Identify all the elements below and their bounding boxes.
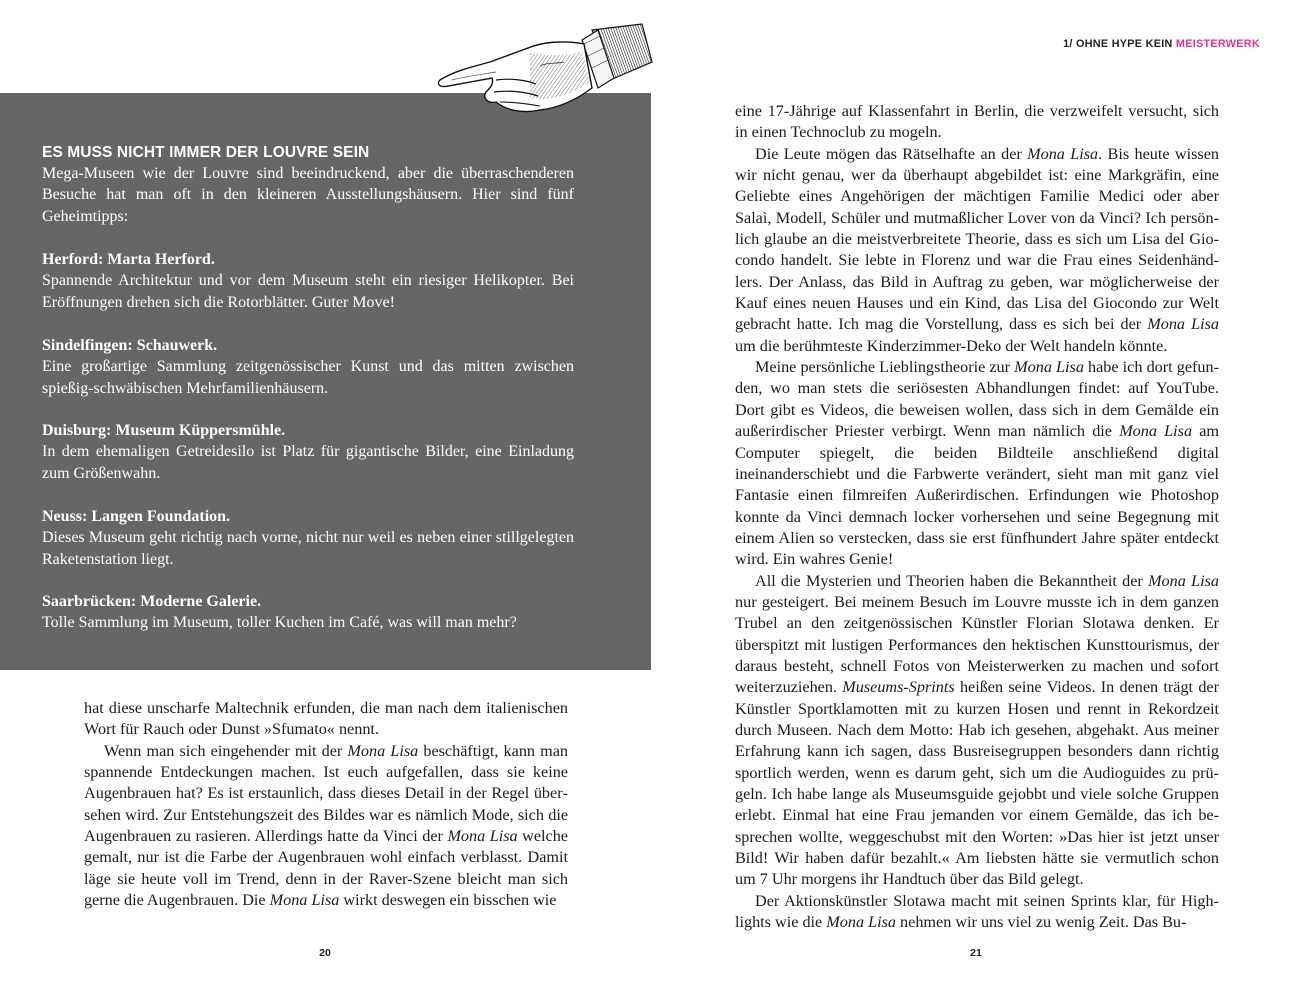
tip-heading: Sindelfingen: Schauwerk. bbox=[42, 337, 218, 354]
tip-box-intro: Mega-Museen wie der Louvre sind beeindruckend, aber die überraschenderen Besuche hat man oft in den kleineren Ausstellungshäusern. Hier sind fünf Geheimtipps: bbox=[42, 165, 574, 225]
paragraph: Wenn man sich eingehender mit der Mona Lisa beschäftigt, kann man spannende Entdeckungen machen. Ist euch aufgefallen, dass sie keine Augenbrauen hat? Es ist erstaunlich, dass dieses Detail in der Regel übersehen wird. Zur Entstehungszeit des Bildes war es nämlich Mode, sich die Augenbrauen zu rasieren. Allerdings hatte da Vinci der Mona Lisa welche gemalt, nur ist die Farbe der Augenbrauen wohl einfach verblasst. Damit läge sie heute voll im Trend, denn in der Raver-Szene bleicht man sich gerne die Augenbrauen. Die Mona Lisa wirkt deswegen ein bisschen wie bbox=[84, 741, 568, 910]
tip-heading: Duisburg: Museum Küppersmühle. bbox=[42, 422, 286, 439]
tip-item bbox=[42, 420, 574, 484]
tip-text: Tolle Sammlung im Museum, toller Kuchen im Café, was will man mehr? bbox=[42, 614, 517, 632]
paragraph: eine 17-Jährige auf Klassenfahrt in Berlin, die verzweifelt versucht, sich in einen Technoclub zu mogeln. bbox=[735, 102, 1219, 142]
paragraph: Meine persönliche Lieblingstheorie zur Mona Lisa habe ich dort gefunden, wo man stets die seriösesten Abhandlungen findet: auf YouTube. Dort gibt es Videos, die beweisen wollen, dass sich in dem Gemälde ein außerirdischer Priester verbirgt. Wenn man nämlich die Mona Lisa am Computer spiegelt, die beiden Bildteile anschließend digital ineinanderschiebt und die Farbwerte verändert, sieht man mit ganz viel Fantasie einen filmreifen Außerirdischen. Erfindungen wie Photoshop konnte da Vinci demnach locker vorhersehen und seine Begegnung mit einem Alien so verstecken, dass sie erst fünfhundert Jahre später entdeckt wird. Ein wahres Genie! bbox=[735, 358, 1220, 569]
tip-heading: Herford: Marta Herford. bbox=[42, 251, 215, 268]
paragraph: Der Aktionskünstler Slotawa macht mit seinen Sprints klar, für Highlights wie die Mona Lisa nehmen wir uns viel zu wenig Zeit. Das Bu- bbox=[735, 891, 1219, 932]
tip-box-title: ES MUSS NICHT IMMER DER LOUVRE SEIN bbox=[42, 144, 370, 161]
page-number: 20 bbox=[319, 947, 331, 959]
tip-item bbox=[42, 591, 574, 634]
tip-heading: Neuss: Langen Foundation. bbox=[42, 508, 231, 525]
right-body-text bbox=[735, 101, 1219, 933]
tip-text: In dem ehemaligen Getreidesilo ist Platz für gigantische Bilder, eine Einladung zum Größenwahn. bbox=[42, 443, 574, 482]
tip-item bbox=[42, 249, 574, 313]
page-number: 21 bbox=[970, 947, 982, 959]
tip-text: Dieses Museum geht richtig nach vorne, nicht nur weil es neben einer stillgelegten Raketenstation liegt. bbox=[42, 529, 574, 568]
paragraph: Die Leute mögen das Rätselhafte an der Mona Lisa. Bis heute wissen wir nicht genau, wer da überhaupt abgebildet ist: eine Markgräfin, eine Geliebte eines Angehörigen der mächtigen Familie Medici oder aber Salaì, Modell, Schüler und mutmaßlicher Lover von da Vinci? Ich persönlich glaube an die meistverbreitete Theorie, dass es sich um Lisa del Giocondo handelt. Sie lebte in Florenz und war die Frau eines Seidenhändlers. Der Anlass, das Bild in Auftrag zu geben, war möglicherweise der Kauf eines neuen Hauses und ein Kind, das Lisa del Giocondo zur Welt gebracht hatte. Ich mag die Vorstellung, dass es sich bei der Mona Lisa um die berühmteste Kinderzimmer-Deko der Welt handeln könnte. bbox=[735, 144, 1219, 355]
tip-item bbox=[42, 506, 574, 570]
pointing-hand-engraving-icon bbox=[432, 22, 657, 118]
running-header-accent: MEISTERWERK bbox=[1175, 38, 1260, 50]
paragraph: All die Mysterien und Theorien haben die Bekanntheit der Mona Lisa nur gesteigert. Bei meinem Besuch im Louvre musste ich in dem ganzen Trubel an den zeitgenössischen Künstler Florian Slotawa denken. Er überspitzt mit lustigen Performances den hektischen Kunsttourismus, der daraus besteht, schnell Fotos von Meisterwerken zu machen und sofort weiterzuziehen. Museums-Sprints heißen seine Videos. In denen trägt der Künstler Sportklamotten mit zu kurzen Hosen und rennt in Rekordzeit durch Museen. Nach dem Motto: Hab ich gesehen, abgehakt. Aus meiner Erfahrung kann ich sagen, dass Busreisegruppen besonders dann richtig sportlich werden, wenn es darum geht, sich um die Audioguides zu prügeln. Ich habe lange als Museumsguide gejobbt und viele solche Gruppen erlebt. Einmal hat eine Frau jemanden vor einem Gemälde, das ich besprechen wollte, weggeschubst mit den Worten: »Das hier ist jetzt unser Bild! Wir haben dafür bezahlt.« Am liebsten hätte sie vermutlich schon um 7 Uhr morgens ihr Handtuch über das Bild gelegt. bbox=[735, 571, 1219, 889]
tip-heading: Saarbrücken: Moderne Galerie. bbox=[42, 593, 262, 610]
running-header: 1/ OHNE HYPE KEIN MEISTERWERK bbox=[1063, 38, 1260, 50]
tip-text: Spannende Architektur und vor dem Museum steht ein riesiger Helikopter. Bei Eröffnungen drehen sich die Rotorblätter. Guter Move! bbox=[42, 272, 574, 311]
right-page bbox=[651, 0, 1302, 1000]
left-body-text bbox=[84, 698, 568, 911]
tip-item bbox=[42, 335, 574, 399]
paragraph: hat diese unscharfe Maltechnik erfunden, die man nach dem italienischen Wort für Rauch oder Dunst »Sfumato« nennt. bbox=[84, 699, 568, 739]
tip-text: Eine großartige Sammlung zeitgenössischer Kunst und das mitten zwischen spießig-schwäbischen Mehrfamilienhäusern. bbox=[42, 358, 574, 397]
